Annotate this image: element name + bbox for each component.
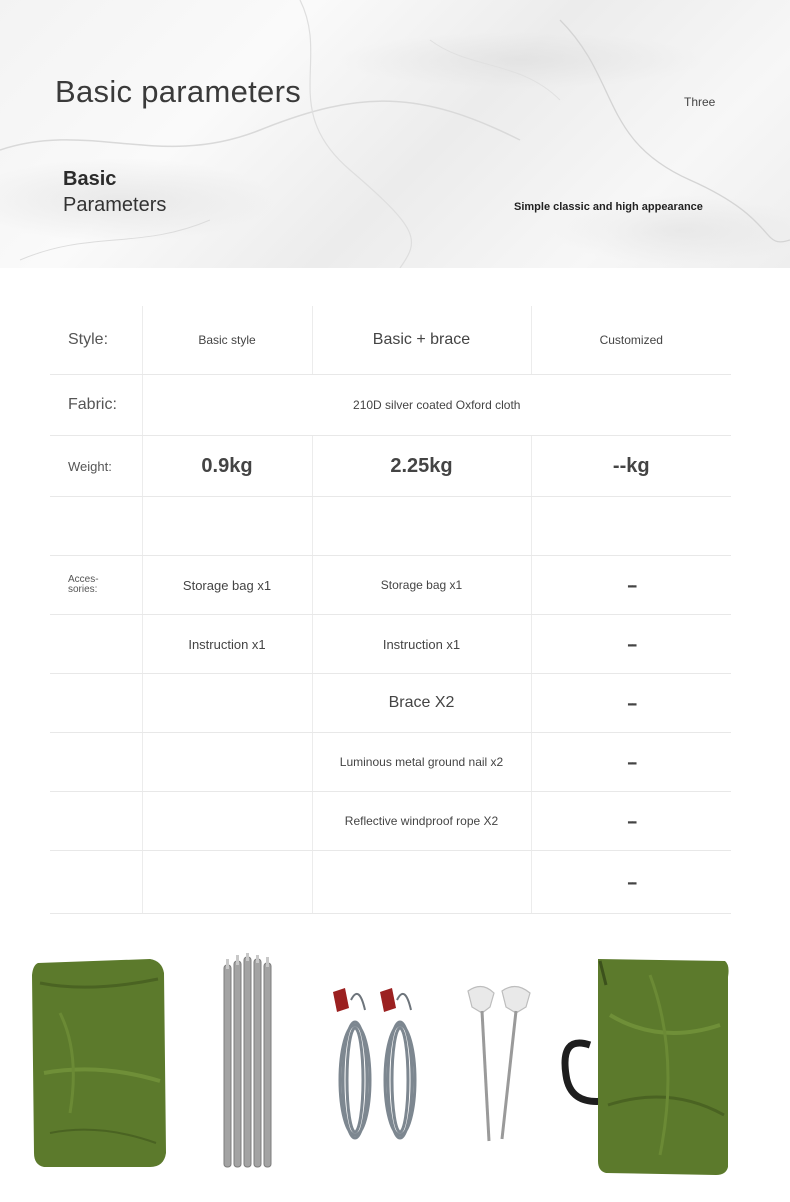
fabric-label: Fabric: [50, 375, 142, 436]
weight-customized: --kg [531, 436, 731, 497]
page-title: Basic parameters [55, 74, 302, 109]
subtitle-light: Parameters [63, 194, 167, 216]
accessory-cell: Brace X2 [312, 674, 531, 733]
rope-coils-icon [325, 980, 430, 1150]
table-row-weight [50, 436, 731, 497]
style-customized: Customized [531, 306, 731, 375]
table-row [50, 792, 731, 851]
accessory-cell: -- [531, 851, 731, 914]
folded-tent-icon [30, 953, 170, 1173]
corner-label: Three [684, 95, 716, 109]
accessory-cell [142, 792, 312, 851]
accessory-cell [312, 851, 531, 914]
table-row-fabric [50, 375, 731, 436]
style-label: Style: [50, 306, 142, 375]
tent-poles-icon [218, 953, 278, 1173]
accessory-cell: Instruction x1 [142, 615, 312, 674]
style-basic-brace: Basic + brace [312, 306, 531, 375]
accessory-cell: -- [531, 733, 731, 792]
marble-texture [0, 0, 790, 268]
hero-banner [0, 0, 790, 268]
table-row [50, 851, 731, 914]
table-row [50, 674, 731, 733]
fabric-value: 210D silver coated Oxford cloth [142, 375, 731, 436]
storage-bag-icon [560, 955, 735, 1180]
product-photos [0, 935, 790, 1202]
parameters-table [50, 306, 731, 914]
accessories-label: Acces- sories: [50, 556, 142, 615]
style-basic: Basic style [142, 306, 312, 375]
accessory-cell: -- [531, 792, 731, 851]
accessory-cell: Storage bag x1 [312, 556, 531, 615]
table-row [50, 733, 731, 792]
weight-basic: 0.9kg [142, 436, 312, 497]
accessory-cell: -- [531, 556, 731, 615]
subtitle-bold: Basic [63, 168, 117, 190]
accessory-cell: Instruction x1 [312, 615, 531, 674]
table-row [50, 615, 731, 674]
accessory-cell [142, 851, 312, 914]
accessory-cell: Luminous metal ground nail x2 [312, 733, 531, 792]
accessory-cell: -- [531, 615, 731, 674]
weight-basic-brace: 2.25kg [312, 436, 531, 497]
accessory-cell: -- [531, 674, 731, 733]
accessory-cell [142, 674, 312, 733]
ground-nails-icon [462, 983, 537, 1148]
accessory-cell: Reflective windproof rope X2 [312, 792, 531, 851]
table-row [50, 556, 731, 615]
accessory-cell [142, 733, 312, 792]
weight-label: Weight: [50, 436, 142, 497]
table-row-blank [50, 497, 731, 556]
tagline: Simple classic and high appearance [514, 201, 703, 213]
accessory-cell: Storage bag x1 [142, 556, 312, 615]
table-row-style [50, 306, 731, 375]
